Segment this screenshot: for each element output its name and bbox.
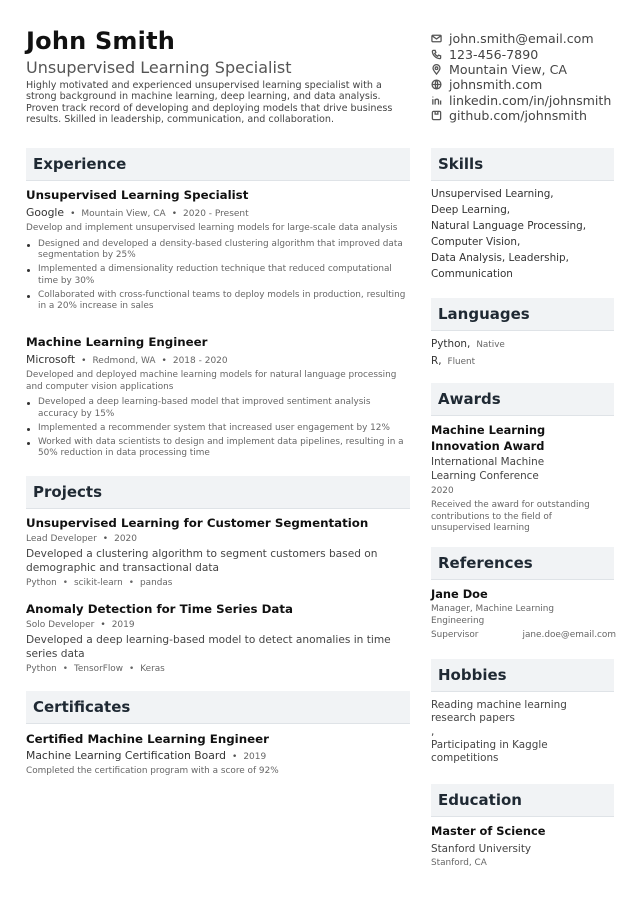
certificate-year: 2019: [243, 752, 267, 762]
phone-icon: [430, 48, 442, 60]
section-header-skills: Skills: [431, 148, 614, 181]
contact-email-text: john.smith@email.com: [449, 31, 594, 47]
job-dates: 2018 - 2020: [172, 356, 228, 366]
candidate-title: Unsupervised Learning Specialist: [26, 58, 292, 77]
language-item: [431, 336, 616, 353]
job-bullets: [26, 239, 410, 313]
reference-position: Manager, Machine Learning Engineering: [431, 604, 555, 626]
contact-location: [430, 62, 630, 77]
certificate-meta: Machine Learning Certification Board • 2019: [26, 749, 267, 762]
bullet: Collaborated with cross-functional teams to deploy models in production, resulting in a 20% increase in sales: [26, 290, 410, 313]
skill-line: Deep Learning,: [431, 204, 511, 216]
bullet: Worked with data scientists to design and implement data pipelines, resulting in a 50% reduction in data processing time: [26, 437, 410, 460]
location-pin-icon: [430, 63, 442, 75]
project-item: [26, 601, 410, 677]
mail-icon: [430, 33, 442, 45]
contact-phone[interactable]: [430, 46, 630, 61]
section-header-hobbies: Hobbies: [431, 659, 614, 692]
candidate-name: John Smith: [26, 27, 176, 55]
reference-item: [431, 587, 616, 642]
job-location: Mountain View, CA: [81, 209, 166, 219]
bullet: Implemented a recommender system that increased user engagement by 12%: [26, 423, 410, 435]
globe-icon: [430, 79, 442, 91]
skill-line: Unsupervised Learning,: [431, 188, 554, 200]
contact-linkedin-text: linkedin.com/in/johnsmith: [449, 92, 612, 108]
project-title: Unsupervised Learning for Customer Segmentation: [26, 516, 369, 530]
certificate-title: Certified Machine Learning Engineer: [26, 732, 269, 746]
contact-website-text: johnsmith.com: [449, 77, 543, 93]
job-meta: Microsoft • Redmond, WA • 2018 - 2020: [26, 353, 228, 366]
reference-contact-row: [431, 629, 616, 642]
job-bullets: [26, 397, 410, 460]
project-meta: Solo Developer • 2019: [26, 620, 135, 630]
skill-line: Data Analysis, Leadership,: [431, 252, 569, 264]
languages-list: [431, 336, 616, 370]
language-level: Fluent: [447, 357, 476, 367]
certificate-issuer: Machine Learning Certification Board: [26, 749, 226, 762]
contact-phone-text: 123-456-7890: [449, 46, 539, 62]
contact-github-text: github.com/johnsmith: [449, 108, 587, 124]
tag: Keras: [140, 664, 165, 674]
project-title: Anomaly Detection for Time Series Data: [26, 602, 293, 616]
skills-list: [431, 186, 616, 282]
experience-item: [26, 334, 410, 462]
certificate-item: [26, 731, 410, 778]
tag: Python: [26, 578, 57, 588]
education-school: Stanford University: [431, 843, 532, 855]
project-tags: Python • scikit-learn • pandas: [26, 578, 173, 588]
hobbies-list: [431, 699, 591, 765]
section-header-education: Education: [431, 784, 614, 817]
language-name: Python,: [431, 338, 471, 350]
skill-line: Computer Vision,: [431, 236, 521, 248]
language-item: [431, 353, 616, 370]
company: Microsoft: [26, 353, 76, 366]
github-icon: [430, 110, 442, 122]
job-dates: 2020 - Present: [183, 209, 249, 219]
project-description: Developed a clustering algorithm to segment customers based on demographic and transactional data: [26, 548, 378, 574]
award-year: 2020: [431, 486, 454, 496]
contact-email[interactable]: [430, 31, 630, 46]
linkedin-icon: [430, 94, 442, 106]
summary: Highly motivated and experienced unsupervised learning specialist with a strong background in machine learning, deep learning, and data analysis. Proven track record of developing and deploying models that drive business results. Skilled in leadership, communication, and collaboration.: [26, 80, 393, 125]
education-degree: Master of Science: [431, 824, 546, 838]
experience-item: [26, 187, 410, 315]
reference-name: Jane Doe: [431, 587, 488, 601]
tag: scikit-learn: [74, 578, 123, 588]
project-meta: Lead Developer • 2020: [26, 534, 137, 544]
education-item: [431, 824, 616, 870]
hobby-item: Reading machine learning research papers: [431, 699, 567, 725]
tag: pandas: [140, 578, 173, 588]
skill-line: Communication: [431, 268, 513, 280]
contact-location-text: Mountain View, CA: [449, 61, 567, 77]
project-year: 2020: [114, 534, 137, 544]
project-description: Developed a deep learning-based model to detect anomalies in time series data: [26, 634, 391, 660]
project-tags: Python • TensorFlow • Keras: [26, 664, 165, 674]
language-level: Native: [476, 340, 505, 350]
section-header-experience: Experience: [26, 148, 410, 181]
contact-list: [430, 31, 630, 123]
hobby-separator: ,: [431, 725, 435, 738]
skill-line: Natural Language Processing,: [431, 220, 586, 232]
reference-email[interactable]: jane.doe@email.com: [522, 630, 616, 640]
project-role: Solo Developer: [26, 620, 95, 630]
reference-relationship: Supervisor: [431, 630, 479, 640]
section-header-projects: Projects: [26, 476, 410, 509]
job-location: Redmond, WA: [92, 356, 156, 366]
section-header-languages: Languages: [431, 298, 614, 331]
award-item: [431, 423, 616, 535]
certificate-description: Completed the certification program with a score of 92%: [26, 766, 279, 776]
bullet: Developed a deep learning-based model that improved sentiment analysis accuracy by 15%: [26, 397, 410, 420]
contact-linkedin[interactable]: [430, 93, 630, 108]
section-header-references: References: [431, 547, 614, 580]
section-header-certificates: Certificates: [26, 691, 410, 724]
job-title: Machine Learning Engineer: [26, 335, 208, 349]
tag: Python: [26, 664, 57, 674]
project-item: [26, 515, 410, 591]
job-description: Developed and deployed machine learning models for natural language processing and computer vision applications: [26, 370, 397, 392]
job-description: Develop and implement unsupervised learning models for large-scale data analysis: [26, 223, 398, 233]
section-header-awards: Awards: [431, 383, 614, 416]
education-location: Stanford, CA: [431, 858, 487, 868]
award-description: Received the award for outstanding contributions to the field of unsupervised learning: [431, 500, 590, 533]
contact-github[interactable]: [430, 108, 630, 123]
hobby-item: Participating in Kaggle competitions: [431, 738, 548, 765]
bullet: Implemented a dimensionality reduction technique that reduced computational time by 30%: [26, 264, 410, 287]
job-meta: Google • Mountain View, CA • 2020 - Present: [26, 206, 249, 219]
tag: TensorFlow: [74, 664, 123, 674]
project-role: Lead Developer: [26, 534, 97, 544]
company: Google: [26, 206, 65, 219]
job-title: Unsupervised Learning Specialist: [26, 188, 249, 202]
award-title: Machine Learning Innovation Award: [431, 423, 546, 453]
language-name: R,: [431, 355, 442, 367]
bullet: Designed and developed a density-based clustering algorithm that improved data segmentation by 25%: [26, 239, 410, 262]
award-organization: International Machine Learning Conference: [431, 456, 545, 482]
contact-website[interactable]: [430, 77, 630, 92]
project-year: 2019: [111, 620, 135, 630]
